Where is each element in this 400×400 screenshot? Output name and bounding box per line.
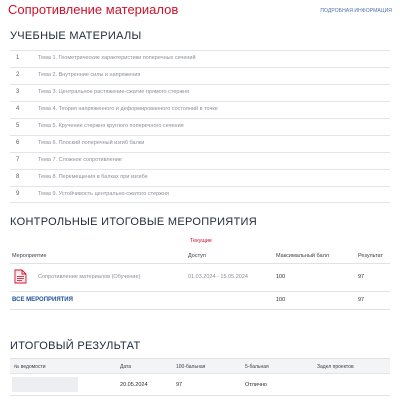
item-number: 2	[16, 72, 20, 78]
item-number: 8	[16, 174, 20, 180]
material-link[interactable]: Тема 6. Плоский поперечный изгиб балки	[38, 140, 145, 146]
result-5-scale: Отлично	[245, 382, 267, 388]
material-link[interactable]: Тема 7. Сложное сопротивление	[38, 157, 122, 163]
event-max-score: 100	[276, 274, 286, 280]
all-events-row	[10, 292, 390, 310]
event-result: 97	[358, 274, 365, 280]
materials-list	[10, 50, 390, 203]
list-item[interactable]	[10, 50, 390, 67]
column-header-statement: № ведомости	[14, 364, 46, 370]
total-max-score: 100	[276, 297, 286, 303]
list-item[interactable]	[10, 67, 390, 84]
material-link[interactable]: Тема 8. Перемещения в балках при изгибе	[38, 174, 148, 180]
column-header-max-score: Максимальный балл	[276, 253, 329, 259]
table-row[interactable]	[10, 264, 390, 292]
list-item[interactable]	[10, 186, 390, 203]
item-number: 6	[16, 140, 20, 146]
events-section-title: КОНТРОЛЬНЫЕ ИТОГОВЫЕ МЕРОПРИЯТИЯ	[10, 216, 258, 228]
column-header-projects: Задел проектов	[317, 364, 354, 370]
total-result: 97	[358, 297, 365, 303]
statement-number-redacted	[12, 377, 78, 392]
table-row	[10, 374, 390, 396]
item-number: 9	[16, 191, 20, 197]
document-icon	[14, 269, 27, 284]
event-name-link[interactable]: Сопротивление материалов (Обучение)	[38, 274, 141, 280]
column-header-access: Доступ	[188, 253, 206, 259]
material-link[interactable]: Тема 5. Кручение стержня круглого поперечного сечения	[38, 123, 184, 129]
item-number: 3	[16, 89, 20, 95]
item-number: 5	[16, 123, 20, 129]
material-link[interactable]: Тема 4. Теория напряженного и деформированного состояний в точке	[38, 106, 218, 112]
material-link[interactable]: Тема 2. Внутренние силы и напряжения	[38, 72, 141, 78]
material-link[interactable]: Тема 9. Устойчивость центрально-сжатого стержня	[38, 191, 169, 197]
event-access-dates: 01.03.2024 - 15.05.2024	[188, 274, 248, 280]
list-item[interactable]	[10, 84, 390, 101]
item-number: 1	[16, 55, 20, 61]
item-number: 4	[16, 106, 20, 112]
list-item[interactable]	[10, 135, 390, 152]
top-bar	[0, 0, 400, 24]
all-events-link[interactable]: ВСЕ МЕРОПРИЯТИЯ	[12, 297, 73, 303]
result-100-scale: 97	[176, 382, 183, 388]
current-filter-tab[interactable]: Текущие	[190, 238, 212, 244]
result-date: 20.05.2024	[120, 382, 148, 388]
list-item[interactable]	[10, 118, 390, 135]
column-header-result: Результат	[358, 253, 384, 259]
column-header-5-scale: 5-бальная	[245, 364, 269, 370]
column-header-date: Дата	[120, 364, 132, 370]
item-number: 7	[16, 157, 20, 163]
materials-section-title: УЧЕБНЫЕ МАТЕРИАЛЫ	[10, 30, 142, 42]
events-table-header	[10, 248, 390, 264]
material-link[interactable]: Тема 3. Центральное растяжение-сжатие прямого стержня	[38, 89, 190, 95]
course-title: Сопротивление материалов	[8, 2, 179, 17]
material-link[interactable]: Тема 1. Геометрические характеристики поперечных сечений	[38, 55, 196, 61]
list-item[interactable]	[10, 169, 390, 186]
list-item[interactable]	[10, 152, 390, 169]
more-info-link[interactable]: ПОДРОБНАЯ ИНФОРМАЦИЯ	[320, 8, 392, 14]
result-table-header	[10, 358, 390, 374]
column-header-100-scale: 100-бальная	[176, 364, 206, 370]
column-header-event: Мероприятие	[12, 253, 47, 259]
result-section-title: ИТОГОВЫЙ РЕЗУЛЬТАТ	[10, 340, 141, 352]
list-item[interactable]	[10, 101, 390, 118]
